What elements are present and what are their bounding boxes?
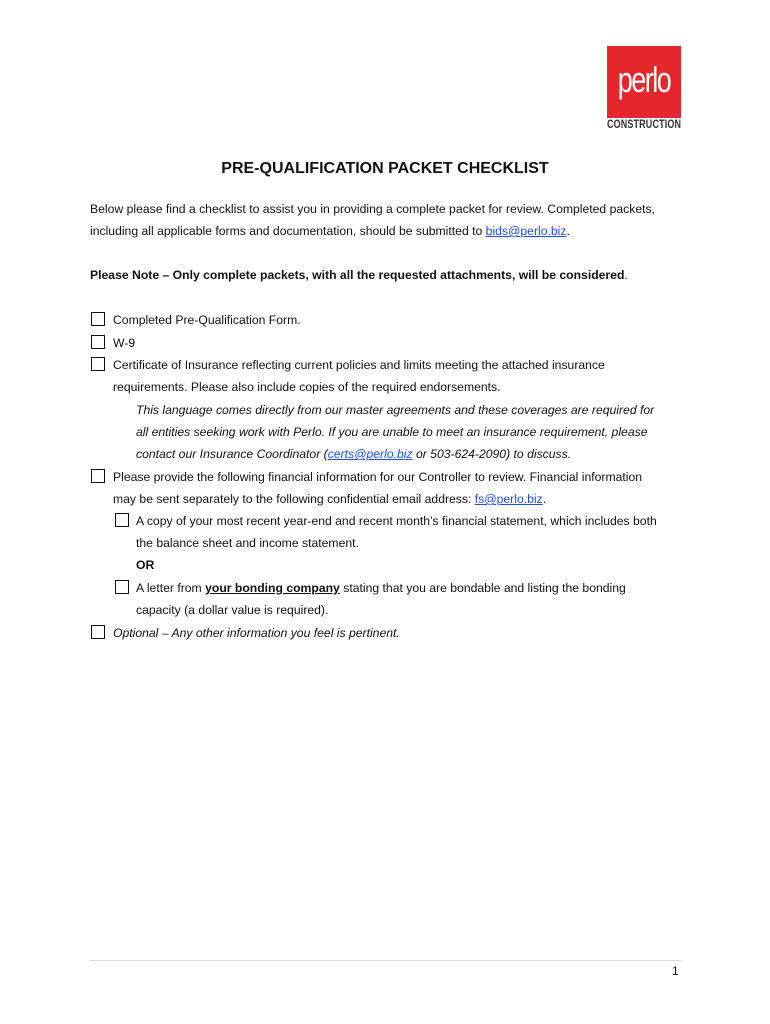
letter-text: A letter from	[136, 581, 206, 595]
note-period: .	[624, 268, 628, 282]
item-financial-line-2	[113, 492, 546, 506]
intro-line-1: Below please find a checklist to assist you in providing a complete packet for review. Completed packets,	[90, 202, 655, 216]
sub-item-statement-line-1: A copy of your most recent year-end and recent month’s financial statement, which includes both	[136, 514, 657, 528]
page-title: PRE-QUALIFICATION PACKET CHECKLIST	[221, 160, 549, 177]
item-insurance-line-1: Certificate of Insurance reflecting current policies and limits meeting the attached insurance	[113, 358, 605, 372]
insurance-note-phone: or 503-624-2090) to discuss.	[412, 447, 572, 461]
fs-email-link[interactable]: fs@perlo.biz	[474, 492, 543, 506]
intro-text: including all applicable forms and documentation, should be submitted to	[90, 224, 486, 238]
sub-item-letter-line-1	[136, 581, 626, 595]
insurance-note-line-2: all entities seeking work with Perlo. If you are unable to meet an insurance requirement, please	[136, 425, 648, 439]
bids-email-link[interactable]: bids@perlo.biz	[485, 224, 567, 238]
insurance-note-line-3	[136, 447, 571, 461]
note	[90, 268, 628, 282]
intro-line-2	[90, 224, 570, 238]
footer-divider	[90, 960, 682, 961]
checkbox-optional[interactable]	[91, 625, 105, 639]
financial-text: may be sent separately to the following confidential email address:	[113, 492, 475, 506]
letter-text-end: stating that you are bondable and listing the bonding	[339, 581, 626, 595]
intro-period: .	[566, 224, 570, 238]
item-financial-line-1: Please provide the following financial information for our Controller to review. Financial information	[113, 470, 643, 484]
logo-mark	[607, 46, 681, 118]
checkbox-financial[interactable]	[91, 469, 105, 483]
item-prequal-form: Completed Pre-Qualification Form.	[113, 313, 301, 327]
checkbox-financial-statement[interactable]	[115, 513, 129, 527]
item-insurance-line-2: requirements. Please also include copies of the required endorsements.	[113, 380, 501, 394]
sub-item-statement-line-2: the balance sheet and income statement.	[136, 536, 359, 550]
bonding-company-emphasis: your bonding company	[205, 581, 340, 595]
page-number: 1	[672, 964, 679, 978]
note-bold: Please Note – Only complete packets, with all the requested attachments, will be considered	[90, 268, 625, 282]
perlo-logo	[607, 46, 681, 132]
certs-email-link[interactable]: certs@perlo.biz	[327, 447, 413, 461]
item-optional: Optional – Any other information you feel is pertinent.	[113, 626, 400, 640]
checkbox-bonding-letter[interactable]	[115, 580, 129, 594]
checkbox-prequal-form[interactable]	[91, 312, 105, 326]
checkbox-insurance[interactable]	[91, 357, 105, 371]
financial-period: .	[542, 492, 547, 506]
insurance-note-line-1: This language comes directly from our master agreements and these coverages are required for	[136, 403, 655, 417]
logo-subtitle: CONSTRUCTION	[607, 119, 682, 131]
item-w9: W-9	[113, 336, 136, 350]
insurance-note-text: contact our Insurance Coordinator (	[136, 447, 328, 461]
sub-item-letter-line-2: capacity (a dollar value is required).	[136, 603, 329, 617]
logo-word: perlo	[617, 59, 671, 100]
checkbox-w9[interactable]	[91, 335, 105, 349]
or-label: OR	[136, 558, 155, 572]
